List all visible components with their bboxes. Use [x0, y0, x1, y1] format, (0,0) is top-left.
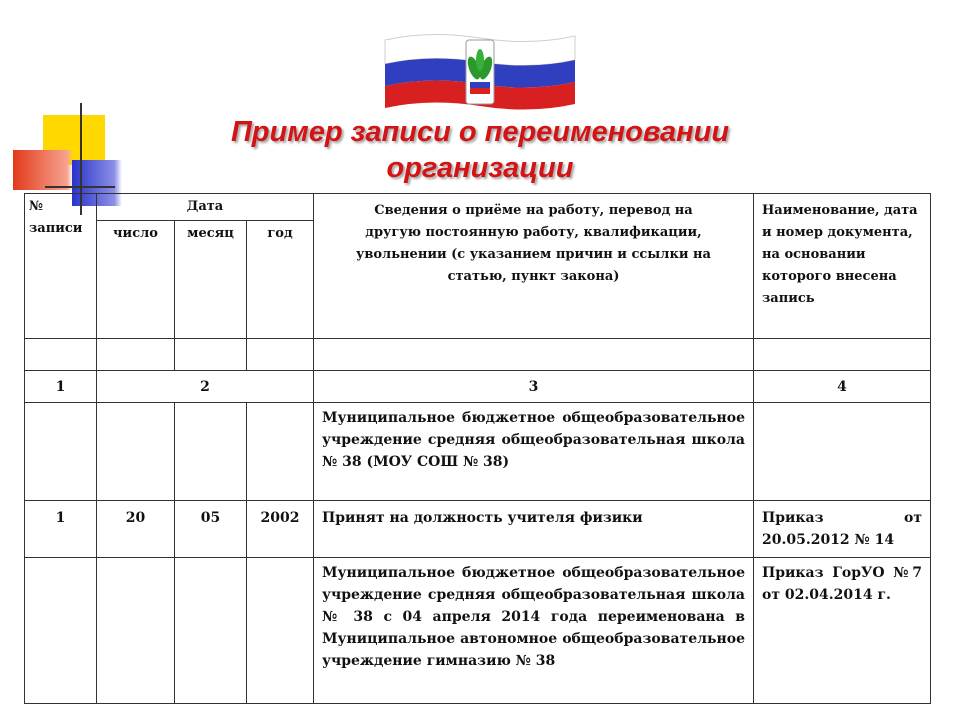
title-line-1: Пример записи о переименовании [230, 116, 730, 148]
row-number: 1 [25, 501, 97, 558]
header-month: месяц [175, 221, 247, 339]
row-info: Муниципальное бюджетное общеобразовательное учреждение средняя общеобразовательная школа № 38 (МОУ СОШ № 38) [314, 403, 754, 501]
empty-cell [754, 339, 931, 371]
row-info: Принят на должность учителя физики [314, 501, 754, 558]
empty-cell [247, 339, 314, 371]
row-document [754, 403, 931, 501]
header-info: Сведения о приёме на работу, перевод на другую постоянную работу, квалификации, увольнении (с указанием причин и ссылки на статью, пункт закона) [314, 194, 754, 339]
row-year [247, 403, 314, 501]
row-day [97, 558, 175, 704]
empty-cell [25, 339, 97, 371]
column-number-3: 3 [314, 371, 754, 403]
row-year: 2002 [247, 501, 314, 558]
title-line-2: организации [386, 152, 574, 184]
empty-cell [175, 339, 247, 371]
column-number-4: 4 [754, 371, 931, 403]
decor-horizontal-line [45, 186, 115, 188]
empty-cell [314, 339, 754, 371]
table-row [25, 558, 931, 704]
row-day [97, 403, 175, 501]
header-year: год [247, 221, 314, 339]
table-row [25, 501, 931, 558]
row-year [247, 558, 314, 704]
row-document: Приказ ГорУО №7 от 02.04.2014 г. [754, 558, 931, 704]
empty-cell [97, 339, 175, 371]
column-number-row [25, 371, 931, 403]
header-record-number: № записи [25, 194, 97, 339]
row-month: 05 [175, 501, 247, 558]
row-month [175, 558, 247, 704]
page-title [150, 114, 810, 186]
row-day: 20 [97, 501, 175, 558]
empty-row [25, 339, 931, 371]
row-number [25, 558, 97, 704]
header-day: число [97, 221, 175, 339]
column-number-2: 2 [97, 371, 314, 403]
row-number [25, 403, 97, 501]
row-month [175, 403, 247, 501]
decor-red-square [13, 150, 73, 190]
row-info: Муниципальное бюджетное общеобразовательное учреждение средняя общеобразовательная школа № 38 с 04 апреля 2014 года переименована в Муниципальное автономное общеобразовательное учреждение гимназию № 38 [314, 558, 754, 704]
row-document: Приказ от 20.05.2012 № 14 [754, 501, 931, 558]
work-record-table [24, 193, 931, 704]
flag-emblem-icon [380, 30, 580, 110]
header-document: Наименование, дата и номер документа, на основании которого внесена запись [754, 194, 931, 339]
column-number-1: 1 [25, 371, 97, 403]
table-row [25, 403, 931, 501]
header-date: Дата [97, 194, 314, 221]
